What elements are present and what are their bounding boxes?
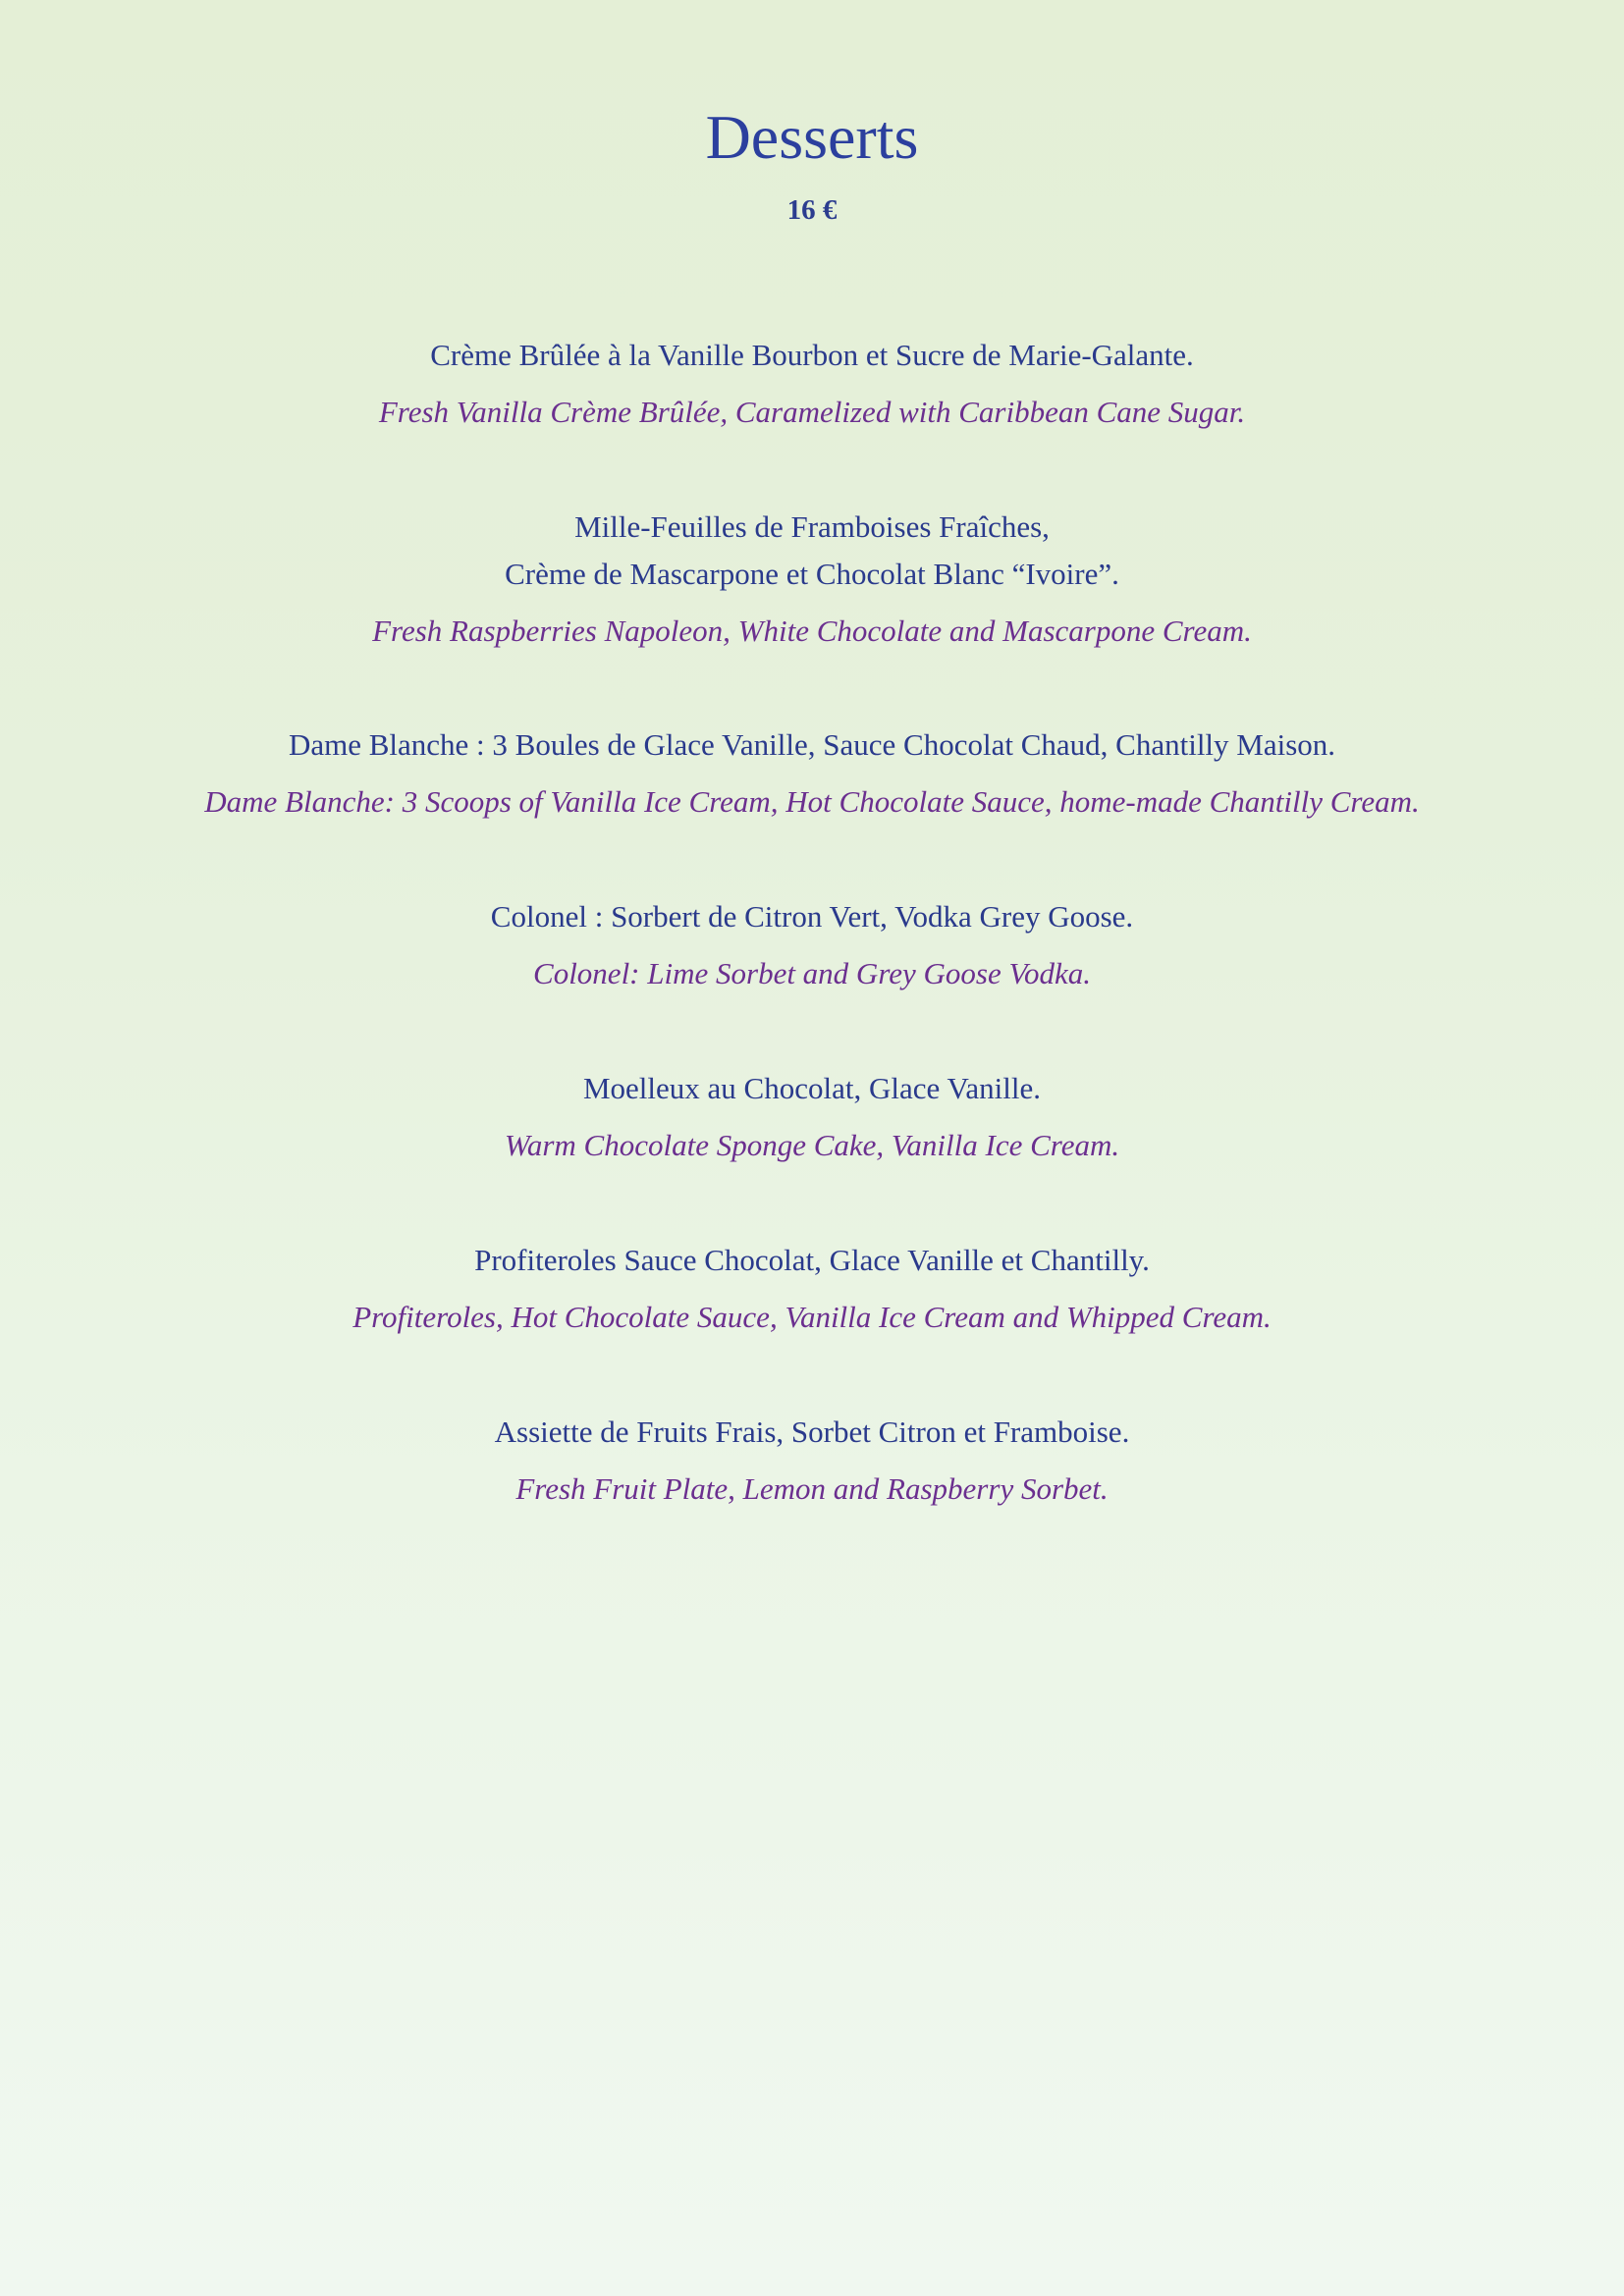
item-english-description: Warm Chocolate Sponge Cake, Vanilla Ice Cream. xyxy=(504,1128,1120,1162)
item-english-description: Colonel: Lime Sorbet and Grey Goose Vodka. xyxy=(533,956,1091,990)
item-french-description: Assiette de Fruits Frais, Sorbet Citron et Framboise. xyxy=(494,1415,1130,1449)
menu-item-profiteroles xyxy=(0,1237,1624,1341)
page-title: Desserts xyxy=(705,102,919,172)
item-french-description: Moelleux au Chocolat, Glace Vanille. xyxy=(582,1071,1041,1105)
section-price: 16 € xyxy=(786,194,838,226)
menu-item-dame-blanche xyxy=(0,721,1624,826)
item-english-description: Dame Blanche: 3 Scoops of Vanilla Ice Cream, Hot Chocolate Sauce, home-made Chantilly Cream. xyxy=(204,784,1420,819)
item-english-description: Profiteroles, Hot Chocolate Sauce, Vanilla Ice Cream and Whipped Cream. xyxy=(352,1300,1272,1334)
menu-item-fruit-plate xyxy=(0,1409,1624,1513)
item-french-description: Profiteroles Sauce Chocolat, Glace Vanille et Chantilly. xyxy=(474,1243,1150,1277)
menu-item-mille-feuilles xyxy=(0,504,1624,655)
menu-item-creme-brulee xyxy=(0,332,1624,436)
item-french-description-line-2: Crème de Mascarpone et Chocolat Blanc “Ivoire”. xyxy=(505,557,1119,591)
item-french-description-line-1: Mille-Feuilles de Framboises Fraîches, xyxy=(574,509,1050,544)
item-french-description: Dame Blanche : 3 Boules de Glace Vanille, Sauce Chocolat Chaud, Chantilly Maison. xyxy=(288,727,1336,762)
item-french-description: Crème Brûlée à la Vanille Bourbon et Sucre de Marie-Galante. xyxy=(430,338,1194,372)
menu-item-moelleux xyxy=(0,1065,1624,1169)
item-english-description: Fresh Raspberries Napoleon, White Chocolate and Mascarpone Cream. xyxy=(372,614,1252,648)
item-english-description: Fresh Fruit Plate, Lemon and Raspberry Sorbet. xyxy=(515,1471,1109,1506)
item-french-description: Colonel : Sorbert de Citron Vert, Vodka Grey Goose. xyxy=(490,899,1134,934)
item-english-description: Fresh Vanilla Crème Brûlée, Caramelized with Caribbean Cane Sugar. xyxy=(378,395,1246,429)
menu-item-colonel xyxy=(0,893,1624,997)
